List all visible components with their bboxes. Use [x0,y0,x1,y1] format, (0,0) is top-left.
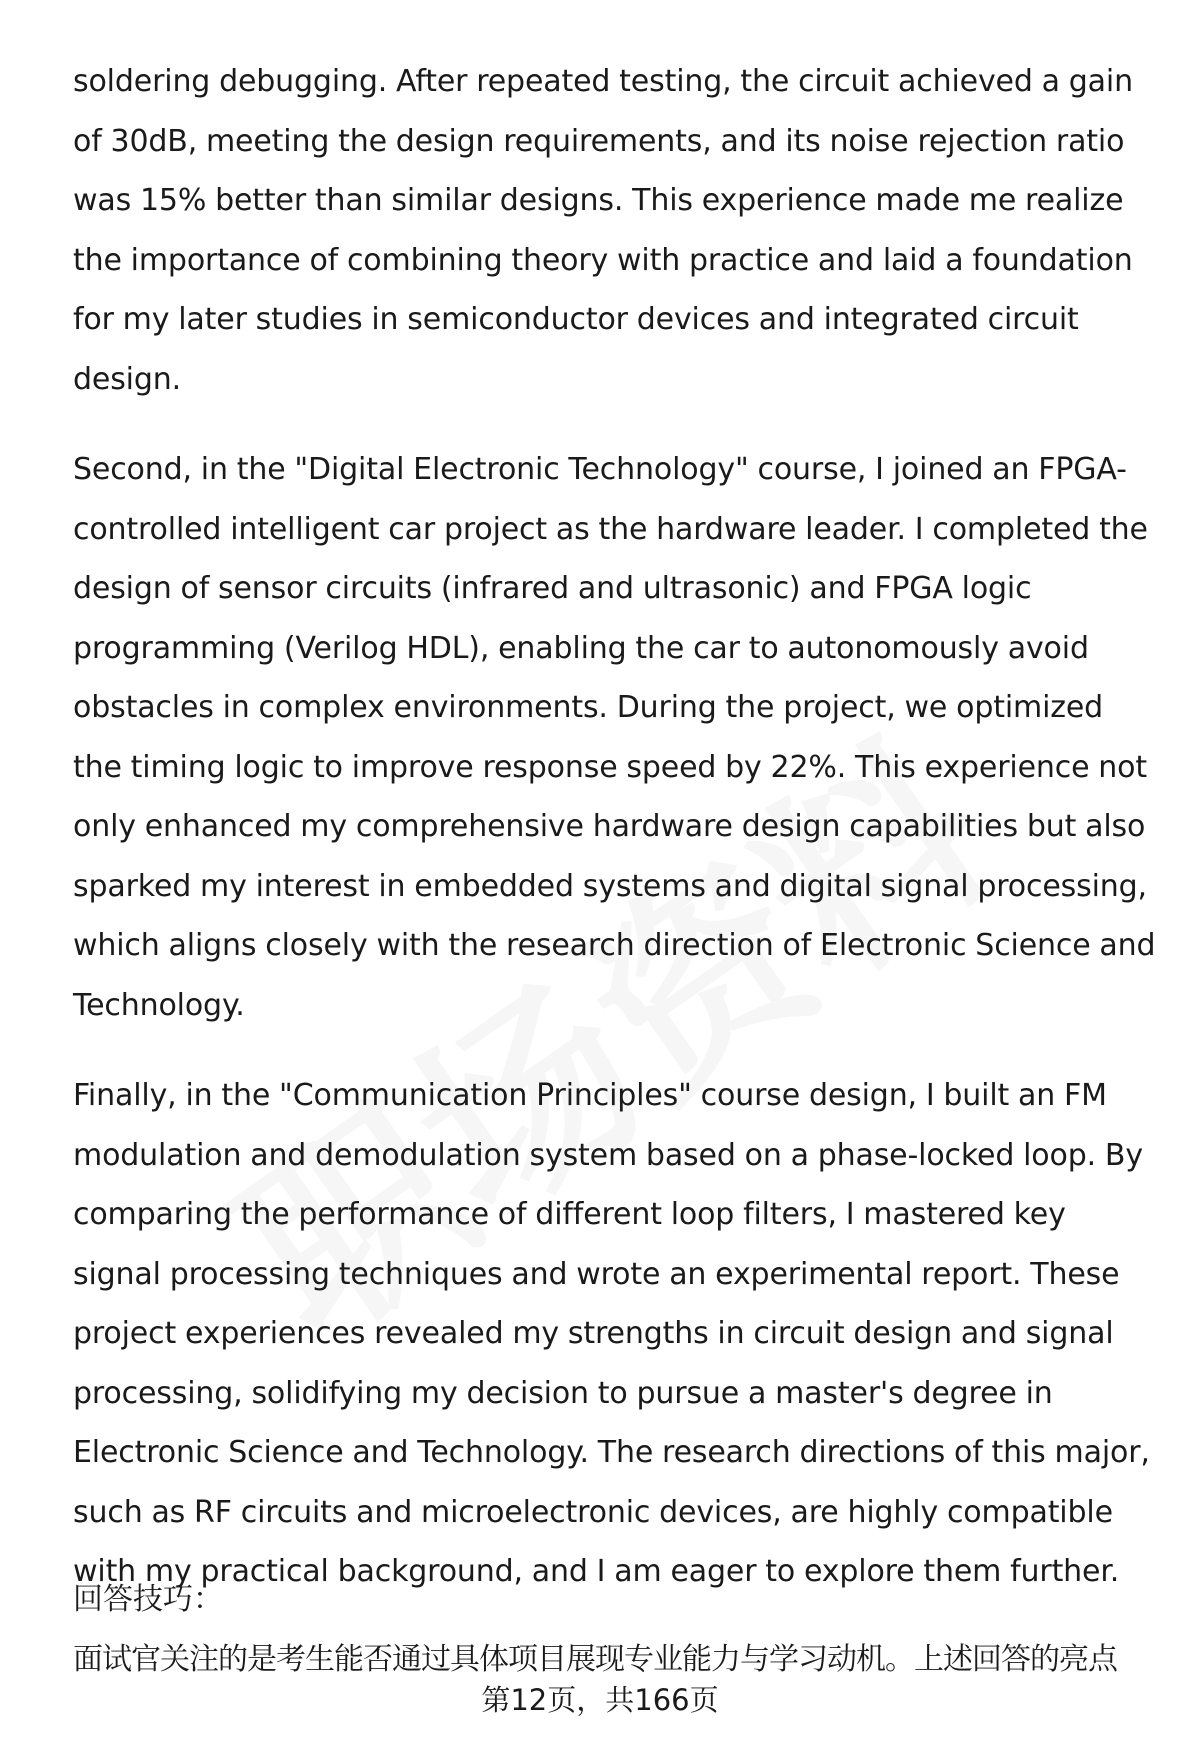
body-text [73,52,1158,1633]
tips-body: 面试官关注的是考生能否通过具体项目展现专业能力与学习动机。上述回答的亮点 [73,1642,1117,1677]
page-number: 第12页，共166页 [481,1683,719,1717]
paragraph-3: Finally, in the "Communication Principles" course design, I built an FM modulation and demodulation system based on a phase-locked loop. By comparing the performance of different loop filters, I mastered key signal processing techniques and wrote an experimental report. These project experiences revealed my strengths in circuit design and signal processing, solidifying my decision to pursue a master's degree in Electronic Science and Technology. The research directions of this major, such as RF circuits and microelectronic devices, are highly compatible with my practical background, and I am eager to explore them further. [73,1078,1150,1589]
paragraph-2: Second, in the "Digital Electronic Technology" course, I joined an FPGA-controlled intelligent car project as the hardware leader. I completed the design of sensor circuits (infrared and ultrasonic) and FPGA logic programming (Verilog HDL), enabling the car to autonomously avoid obstacles in complex environments. During the project, we optimized the timing logic to improve response speed by 22%. This experience not only enhanced my comprehensive hardware design capabilities but also sparked my interest in embedded systems and digital signal processing, which aligns closely with the research direction of Electronic Science and Technology. [73,452,1156,1023]
paragraph-1: soldering debugging. After repeated testing, the circuit achieved a gain of 30dB, meeting the design requirements, and its noise rejection ratio was 15% better than similar designs. This experience made me realize the importance of combining theory with practice and laid a foundation for my later studies in semiconductor devices and integrated circuit design. [73,64,1133,397]
tips-heading: 回答技巧： [73,1582,223,1617]
